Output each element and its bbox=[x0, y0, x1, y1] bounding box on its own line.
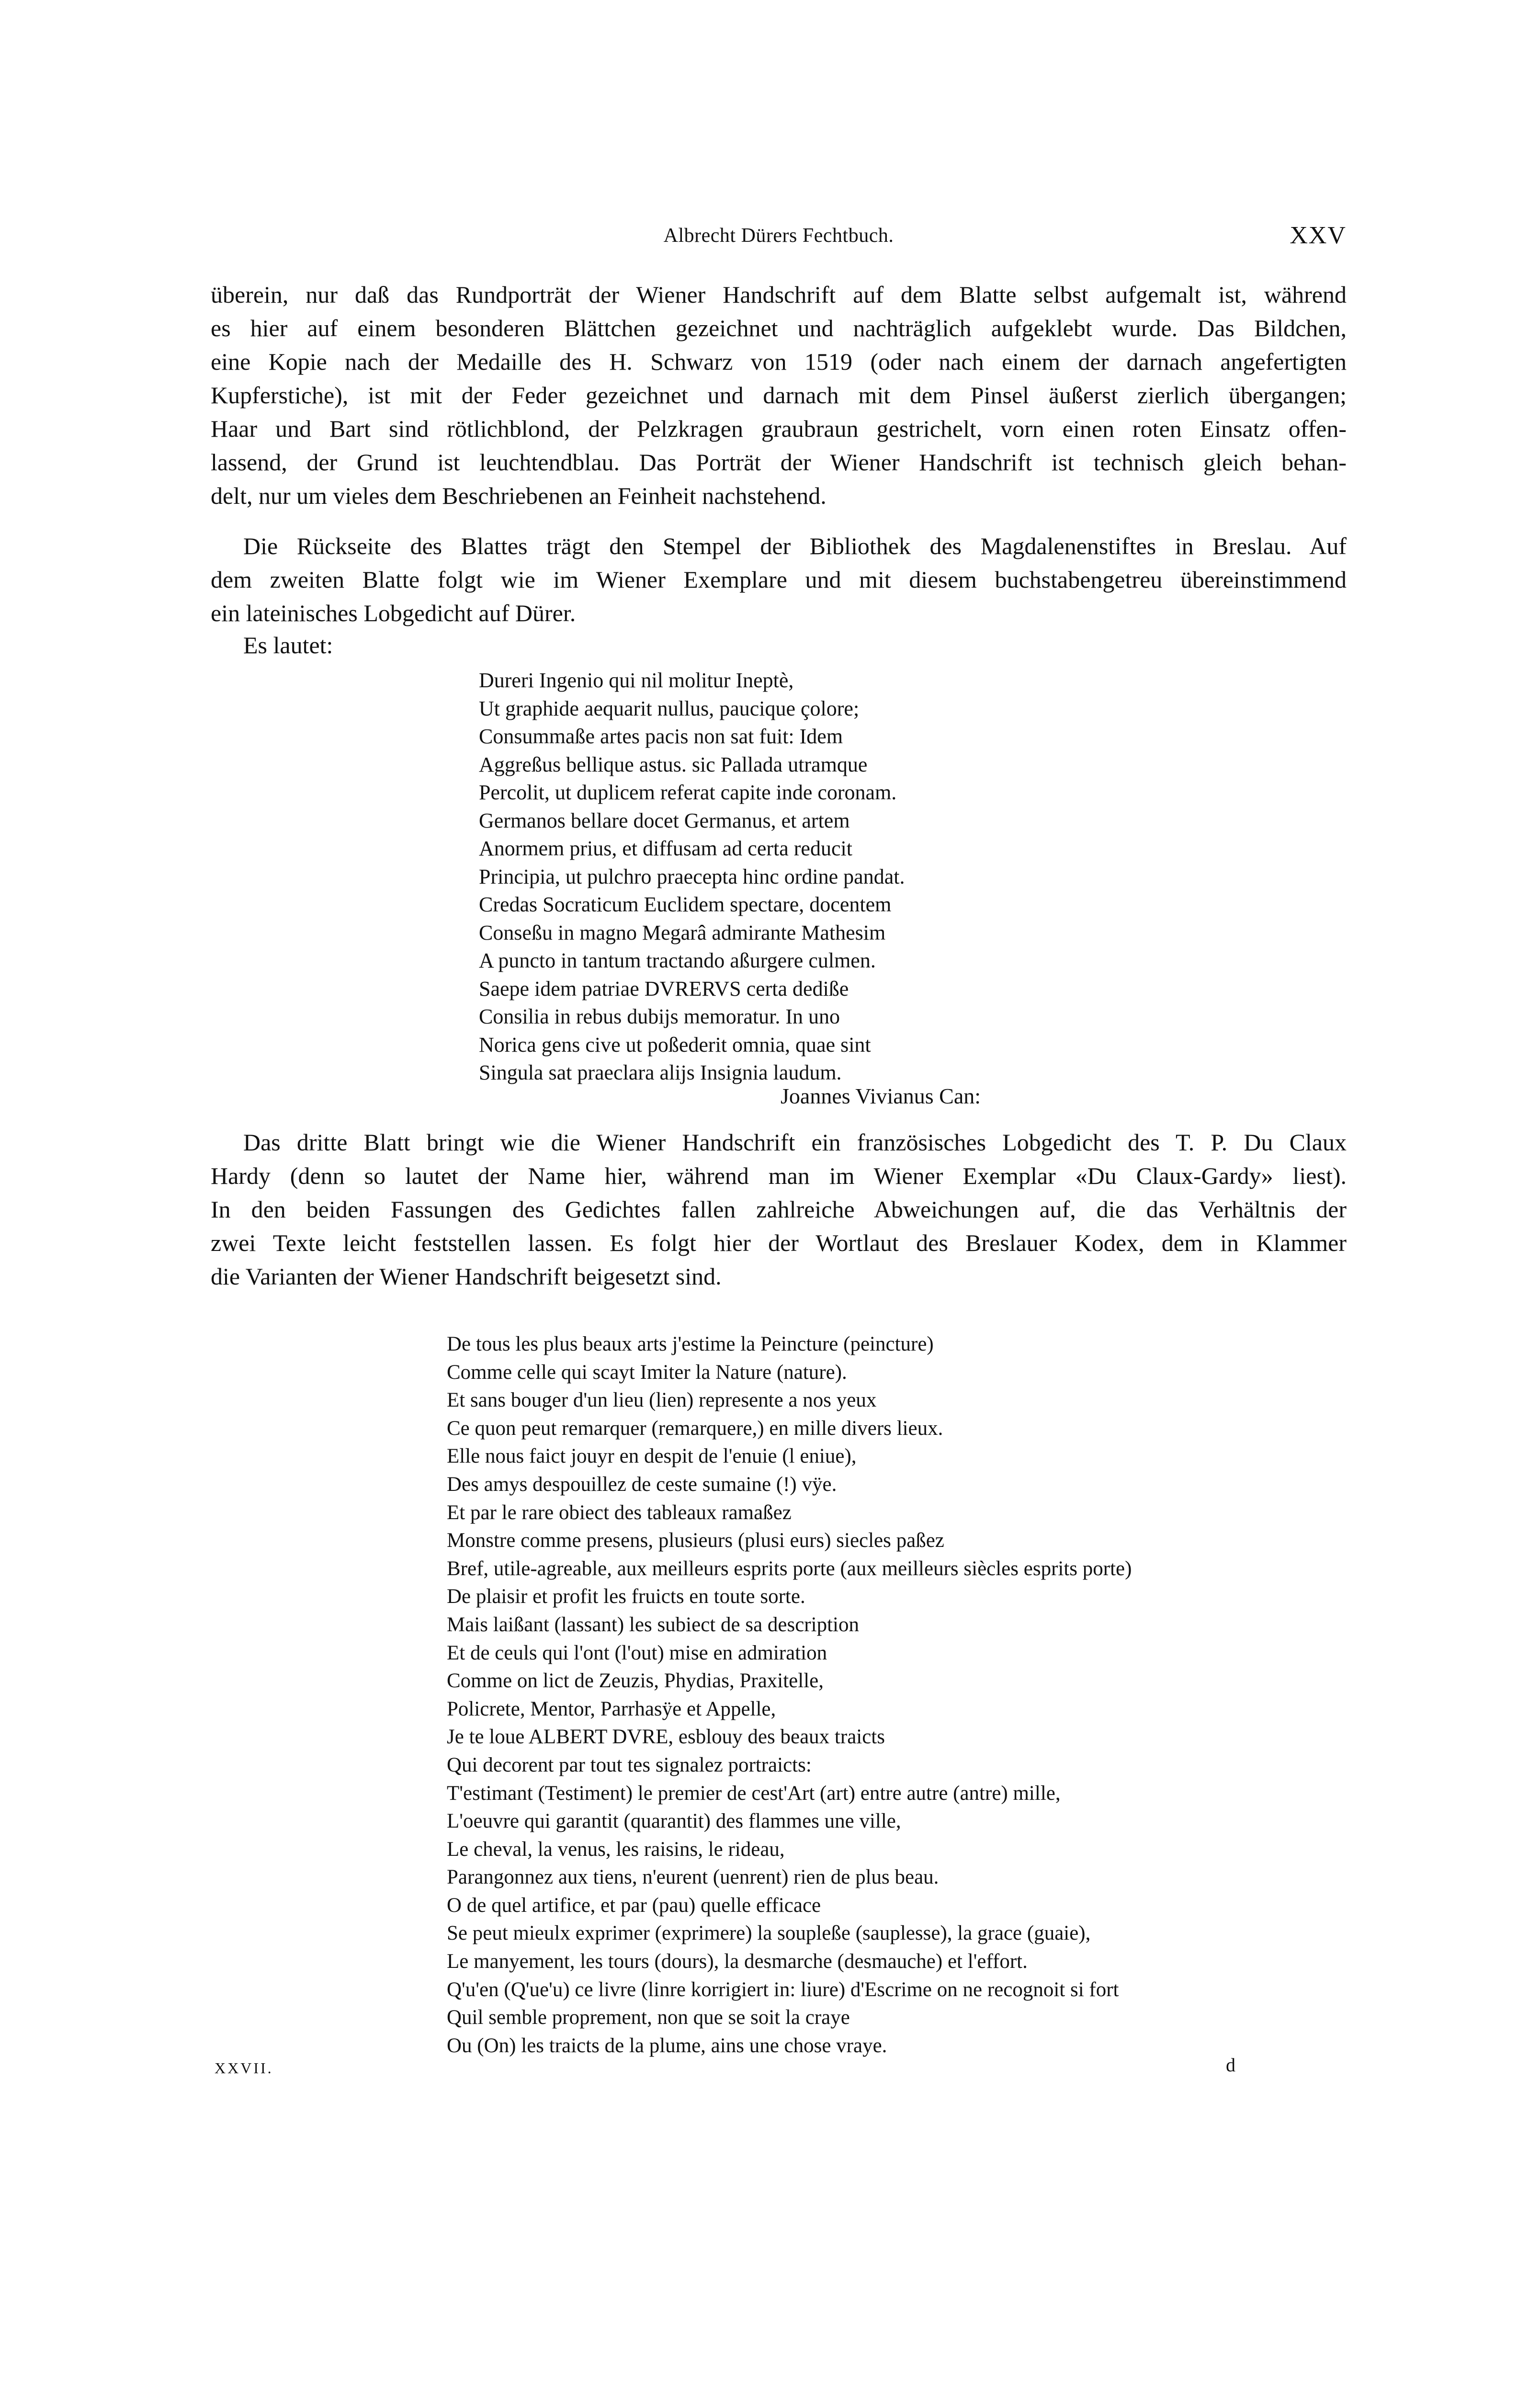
text-line: Haar und Bart sind rötlichblond, der Pelzkragen graubraun gestrichelt, vorn einen roten Einsatz offen- bbox=[211, 415, 1347, 442]
text-line: Hardy (denn so lautet der Name hier, während man im Wiener Exemplar «Du Claux-Gardy» liest). bbox=[211, 1162, 1347, 1189]
text-line: In den beiden Fassungen des Gedichtes fallen zahlreiche Abweichungen auf, die das Verhältnis der bbox=[211, 1196, 1347, 1223]
poem-verse: Mais laißant (lassant) les subiect de sa description bbox=[447, 1613, 859, 1636]
poem-verse: Conseßu in magno Megarâ admirante Mathesim bbox=[479, 920, 886, 944]
poem-verse: Monstre comme presens, plusieurs (plusi eurs) siecles paßez bbox=[447, 1529, 944, 1552]
poem-verse: Le cheval, la venus, les raisins, le rideau, bbox=[447, 1838, 785, 1861]
text-line: delt, nur um vieles dem Beschriebenen an Feinheit nachstehend. bbox=[211, 482, 827, 509]
poem-verse: Et sans bouger d'un lieu (lien) represente a nos yeux bbox=[447, 1389, 877, 1412]
text-line: Das dritte Blatt bringt wie die Wiener Handschrift ein französisches Lobgedicht des T. P. Du Claux bbox=[243, 1129, 1347, 1156]
poem-verse: O de quel artifice, et par (pau) quelle efficace bbox=[447, 1894, 821, 1917]
text-line: es hier auf einem besonderen Blättchen gezeichnet und nachträglich aufgeklebt wurde. Das Bildchen, bbox=[211, 315, 1347, 341]
poem-verse: Parangonnez aux tiens, n'eurent (uenrent) rien de plus beau. bbox=[447, 1866, 939, 1889]
text-line: die Varianten der Wiener Handschrift beigesetzt sind. bbox=[211, 1263, 722, 1290]
poem-verse: Le manyement, les tours (dours), la desmarche (desmauche) et l'effort. bbox=[447, 1950, 1028, 1973]
poem-verse: Ou (On) les traicts de la plume, ains une chose vraye. bbox=[447, 2034, 887, 2057]
poem-verse: Consummaße artes pacis non sat fuit: Idem bbox=[479, 725, 843, 748]
poem-verse: Des amys despouillez de ceste sumaine (!) vÿe. bbox=[447, 1473, 837, 1496]
footer-sheet-mark: d bbox=[1226, 2054, 1235, 2076]
text-line: dem zweiten Blatte folgt wie im Wiener Exemplare und mit diesem buchstabengetreu übereinstimmend bbox=[211, 566, 1347, 593]
poem-verse: Q'u'en (Q'ue'u) ce livre (linre korrigiert in: liure) d'Escrime on ne recognoit si fort bbox=[447, 1978, 1119, 2001]
paragraph-french-poem-intro bbox=[211, 1125, 1347, 1293]
poem-verse: Elle nous faict jouyr en despit de l'enuie (l eniue), bbox=[447, 1445, 857, 1468]
poem-verse: Et de ceuls qui l'ont (l'out) mise en admiration bbox=[447, 1641, 827, 1664]
text-line: lassend, der Grund ist leuchtendblau. Das Porträt der Wiener Handschrift ist technisch gleich behan- bbox=[211, 449, 1347, 476]
poem-verse: De tous les plus beaux arts j'estime la Peincture (peincture) bbox=[447, 1333, 934, 1355]
poem-verse: Principia, ut pulchro praecepta hinc ordine pandat. bbox=[479, 864, 905, 888]
text-line: eine Kopie nach der Medaille des H. Schwarz von 1519 (oder nach einem der darnach angefertigten bbox=[211, 348, 1347, 375]
poem-verse: Consilia in rebus dubijs memoratur. In uno bbox=[479, 1005, 840, 1028]
poem-verse: Percolit, ut duplicem referat capite inde coronam. bbox=[479, 781, 897, 804]
poem-verse: Se peut mieulx exprimer (exprimere) la soupleße (sauplesse), la grace (guaie), bbox=[447, 1922, 1091, 1945]
poem-verse: De plaisir et profit les fruicts en toute sorte. bbox=[447, 1585, 805, 1608]
poem-verse: Ut graphide aequarit nullus, paucique çolore; bbox=[479, 696, 860, 720]
poem-verse: Quil semble proprement, non que se soit la craye bbox=[447, 2006, 850, 2029]
poem-signature: Joannes Vivianus Can: bbox=[781, 1084, 981, 1108]
paragraph-library-stamp bbox=[211, 529, 1347, 630]
poem-verse: Comme on lict de Zeuzis, Phydias, Praxitelle, bbox=[447, 1670, 824, 1693]
poem-verse: Qui decorent par tout tes signalez portraicts: bbox=[447, 1753, 812, 1776]
running-title: Albrecht Dürers Fechtbuch. bbox=[663, 225, 894, 247]
poem-verse: T'estimant (Testiment) le premier de cest'Art (art) entre autre (antre) mille, bbox=[447, 1782, 1061, 1805]
poem-verse: Je te loue ALBERT DVRE, esblouy des beaux traicts bbox=[447, 1726, 885, 1749]
running-head bbox=[211, 221, 1347, 250]
poem-lead-in: Es lautet: bbox=[243, 632, 333, 659]
poem-verse: Anormem prius, et diffusam ad certa reducit bbox=[479, 837, 852, 860]
footer-signature-mark: XXVII. bbox=[215, 2059, 273, 2077]
poem-verse: Singula sat praeclara alijs Insignia laudum. bbox=[479, 1061, 842, 1084]
paragraph-portrait-description bbox=[211, 278, 1347, 512]
poem-verse: Germanos bellare docet Germanus, et artem bbox=[479, 808, 850, 832]
poem-verse: Credas Socraticum Euclidem spectare, docentem bbox=[479, 893, 892, 916]
latin-poem bbox=[479, 667, 905, 1087]
text-line: zwei Texte leicht feststellen lassen. Es folgt hier der Wortlaut des Breslauer Kodex, dem in Klammer bbox=[211, 1229, 1347, 1256]
poem-verse: Norica gens cive ut poßederit omnia, quae sint bbox=[479, 1033, 871, 1057]
text-line: Kupferstiche), ist mit der Feder gezeichnet und darnach mit dem Pinsel äußerst zierlich übergangen; bbox=[211, 382, 1347, 409]
text-line: Die Rückseite des Blattes trägt den Stempel der Bibliothek des Magdalenenstiftes in Breslau. Auf bbox=[243, 533, 1347, 559]
poem-verse: A puncto in tantum tractando aßurgere culmen. bbox=[479, 949, 876, 972]
poem-verse: Et par le rare obiect des tableaux ramaßez bbox=[447, 1501, 792, 1524]
text-line: überein, nur daß das Rundporträt der Wiener Handschrift auf dem Blatte selbst aufgemalt ist, während bbox=[211, 281, 1347, 308]
french-poem bbox=[447, 1330, 1132, 2060]
poem-verse: Comme celle qui scayt Imiter la Nature (nature). bbox=[447, 1361, 847, 1384]
text-line: ein lateinisches Lobgedicht auf Dürer. bbox=[211, 600, 576, 626]
poem-verse: Dureri Ingenio qui nil molitur Ineptè, bbox=[479, 669, 794, 692]
poem-verse: L'oeuvre qui garantit (quarantit) des flammes une ville, bbox=[447, 1810, 901, 1833]
poem-verse: Ce quon peut remarquer (remarquere,) en mille divers lieux. bbox=[447, 1417, 943, 1440]
poem-verse: Aggreßus bellique astus. sic Pallada utramque bbox=[479, 752, 868, 776]
page-number: XXV bbox=[1290, 222, 1347, 249]
poem-verse: Bref, utile-agreable, aux meilleurs esprits porte (aux meilleurs siècles esprits porte) bbox=[447, 1557, 1132, 1580]
poem-verse: Saepe idem patriae DVRERVS certa dediße bbox=[479, 977, 849, 1000]
poem-verse: Policrete, Mentor, Parrhasÿe et Appelle, bbox=[447, 1697, 776, 1720]
